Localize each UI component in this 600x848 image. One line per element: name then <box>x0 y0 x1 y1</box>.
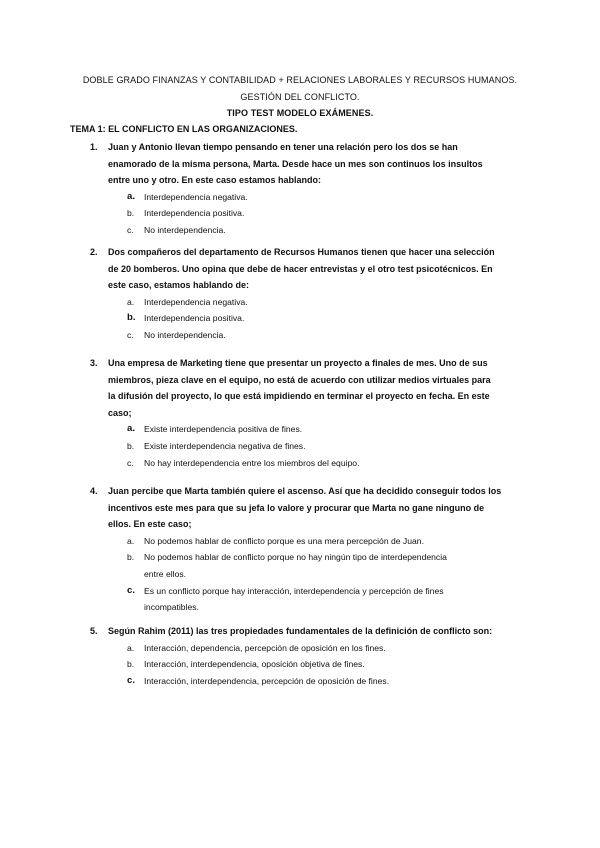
answer-option <box>70 533 540 550</box>
question-text-line: la difusión del proyecto, lo que está impidiendo en terminar el proyecto en fecha. En este <box>108 391 490 402</box>
option-text-line: entre ellos. <box>144 568 187 579</box>
option-text-line: incompatibles. <box>144 602 199 613</box>
option-letter: b. <box>127 552 135 563</box>
option-letter: c. <box>127 224 134 235</box>
option-text-line: Existe interdependencia negativa de fines. <box>144 440 306 451</box>
option-letter: b. <box>127 312 136 324</box>
section-title: TEMA 1: EL CONFLICTO EN LAS ORGANIZACIONES. <box>70 124 298 134</box>
option-letter: c. <box>127 457 134 468</box>
question-text-line: de 20 bomberos. Uno opina que debe de hacer entrevistas y el otro test psicotécnicos. En <box>108 263 493 274</box>
header-subject: GESTIÓN DEL CONFLICTO. <box>240 92 360 102</box>
answer-option <box>70 222 540 239</box>
question-number: 5. <box>90 626 98 636</box>
option-text-line: No interdependencia. <box>144 224 226 235</box>
answer-option <box>70 438 540 455</box>
question-text-line: miembros, pieza clave en el equipo, no está de acuerdo con utilizar medios virtuales para <box>108 374 491 385</box>
question-text-line: Según Rahim (2011) las tres propiedades fundamentales de la definición de conflicto son: <box>108 626 493 636</box>
option-text-line: Interacción, interdependencia, oposición objetiva de fines. <box>144 659 365 670</box>
option-text-line: Interacción, dependencia, percepción de oposición en los fines. <box>144 642 386 653</box>
option-text-line: Interdependencia negativa. <box>144 296 248 307</box>
question-text-line: Juan percibe que Marta también quiere el ascenso. Así que ha decidido conseguir todos los <box>108 486 502 496</box>
option-text-line: Existe interdependencia positiva de fines. <box>144 424 303 435</box>
option-letter: c. <box>127 584 136 596</box>
question-stem <box>70 483 540 533</box>
question-number: 2. <box>90 247 98 257</box>
option-letter: c. <box>127 674 136 686</box>
question-text-line: Una empresa de Marketing tiene que presentar un proyecto a finales de mes. Uno de sus <box>108 358 488 368</box>
answer-option <box>70 549 540 582</box>
question-number: 4. <box>90 486 98 496</box>
question-number: 1. <box>90 142 98 152</box>
question-stem <box>70 139 540 189</box>
question-stem <box>70 355 540 421</box>
answer-option <box>70 455 540 472</box>
option-letter: b. <box>127 208 135 219</box>
option-letter: a. <box>127 296 135 307</box>
question-text-line: caso; <box>108 407 132 418</box>
question-4 <box>70 483 540 616</box>
option-letter: a. <box>127 535 135 546</box>
question-text-line: entre uno y otro. En este caso estamos hablando: <box>108 175 322 186</box>
question-text-line: ellos. En este caso; <box>108 519 192 530</box>
option-letter: a. <box>127 190 136 202</box>
question-stem <box>70 623 540 640</box>
header-degree: DOBLE GRADO FINANZAS Y CONTABILIDAD + RELACIONES LABORALES Y RECURSOS HUMANOS. <box>82 75 518 85</box>
option-text-line: No interdependencia. <box>144 329 226 340</box>
answer-option <box>70 421 540 438</box>
question-text-line: Dos compañeros del departamento de Recursos Humanos tienen que hacer una selección <box>108 247 495 257</box>
option-letter: b. <box>127 659 135 670</box>
question-5 <box>70 623 540 689</box>
answer-option <box>70 640 540 657</box>
answer-option <box>70 310 540 327</box>
question-text-line: este caso, estamos hablando de: <box>108 280 250 291</box>
answer-option <box>70 673 540 690</box>
option-letter: b. <box>127 440 135 451</box>
question-3 <box>70 355 540 471</box>
question-2 <box>70 244 540 344</box>
option-text-line: Interdependencia negativa. <box>144 191 248 202</box>
answer-option <box>70 189 540 206</box>
answer-option <box>70 205 540 222</box>
question-stem <box>70 244 540 294</box>
option-text-line: No podemos hablar de conflicto porque es una mera percepción de Juan. <box>144 535 424 546</box>
option-text-line: Es un conflicto porque hay interacción, interdependencia y percepción de fines <box>144 585 444 596</box>
option-text-line: Interacción, interdependencia, percepción de oposición de fines. <box>144 675 390 686</box>
answer-option <box>70 327 540 344</box>
question-text-line: Juan y Antonio llevan tiempo pensando en tener una relación pero los dos se han <box>108 142 458 152</box>
question-number: 3. <box>90 358 98 368</box>
option-letter: a. <box>127 423 136 435</box>
answer-option <box>70 583 540 616</box>
answer-option <box>70 294 540 311</box>
option-text-line: No podemos hablar de conflicto porque no hay ningún tipo de interdependencia <box>144 552 447 563</box>
question-text-line: enamorado de la misma persona, Marta. Desde hace un mes son continuos los insultos <box>108 158 483 169</box>
answer-option <box>70 656 540 673</box>
header-test-title: TIPO TEST MODELO EXÁMENES. <box>226 108 374 118</box>
option-letter: a. <box>127 642 135 653</box>
option-text-line: Interdependencia positiva. <box>144 208 245 219</box>
option-text-line: Interdependencia positiva. <box>144 313 245 324</box>
option-text-line: No hay interdependencia entre los miembros del equipo. <box>144 457 360 468</box>
question-text-line: incentivos este mes para que su jefa lo valore y procurar que Marta no gane ninguno de <box>108 502 485 513</box>
question-1 <box>70 139 540 239</box>
option-letter: c. <box>127 329 134 340</box>
